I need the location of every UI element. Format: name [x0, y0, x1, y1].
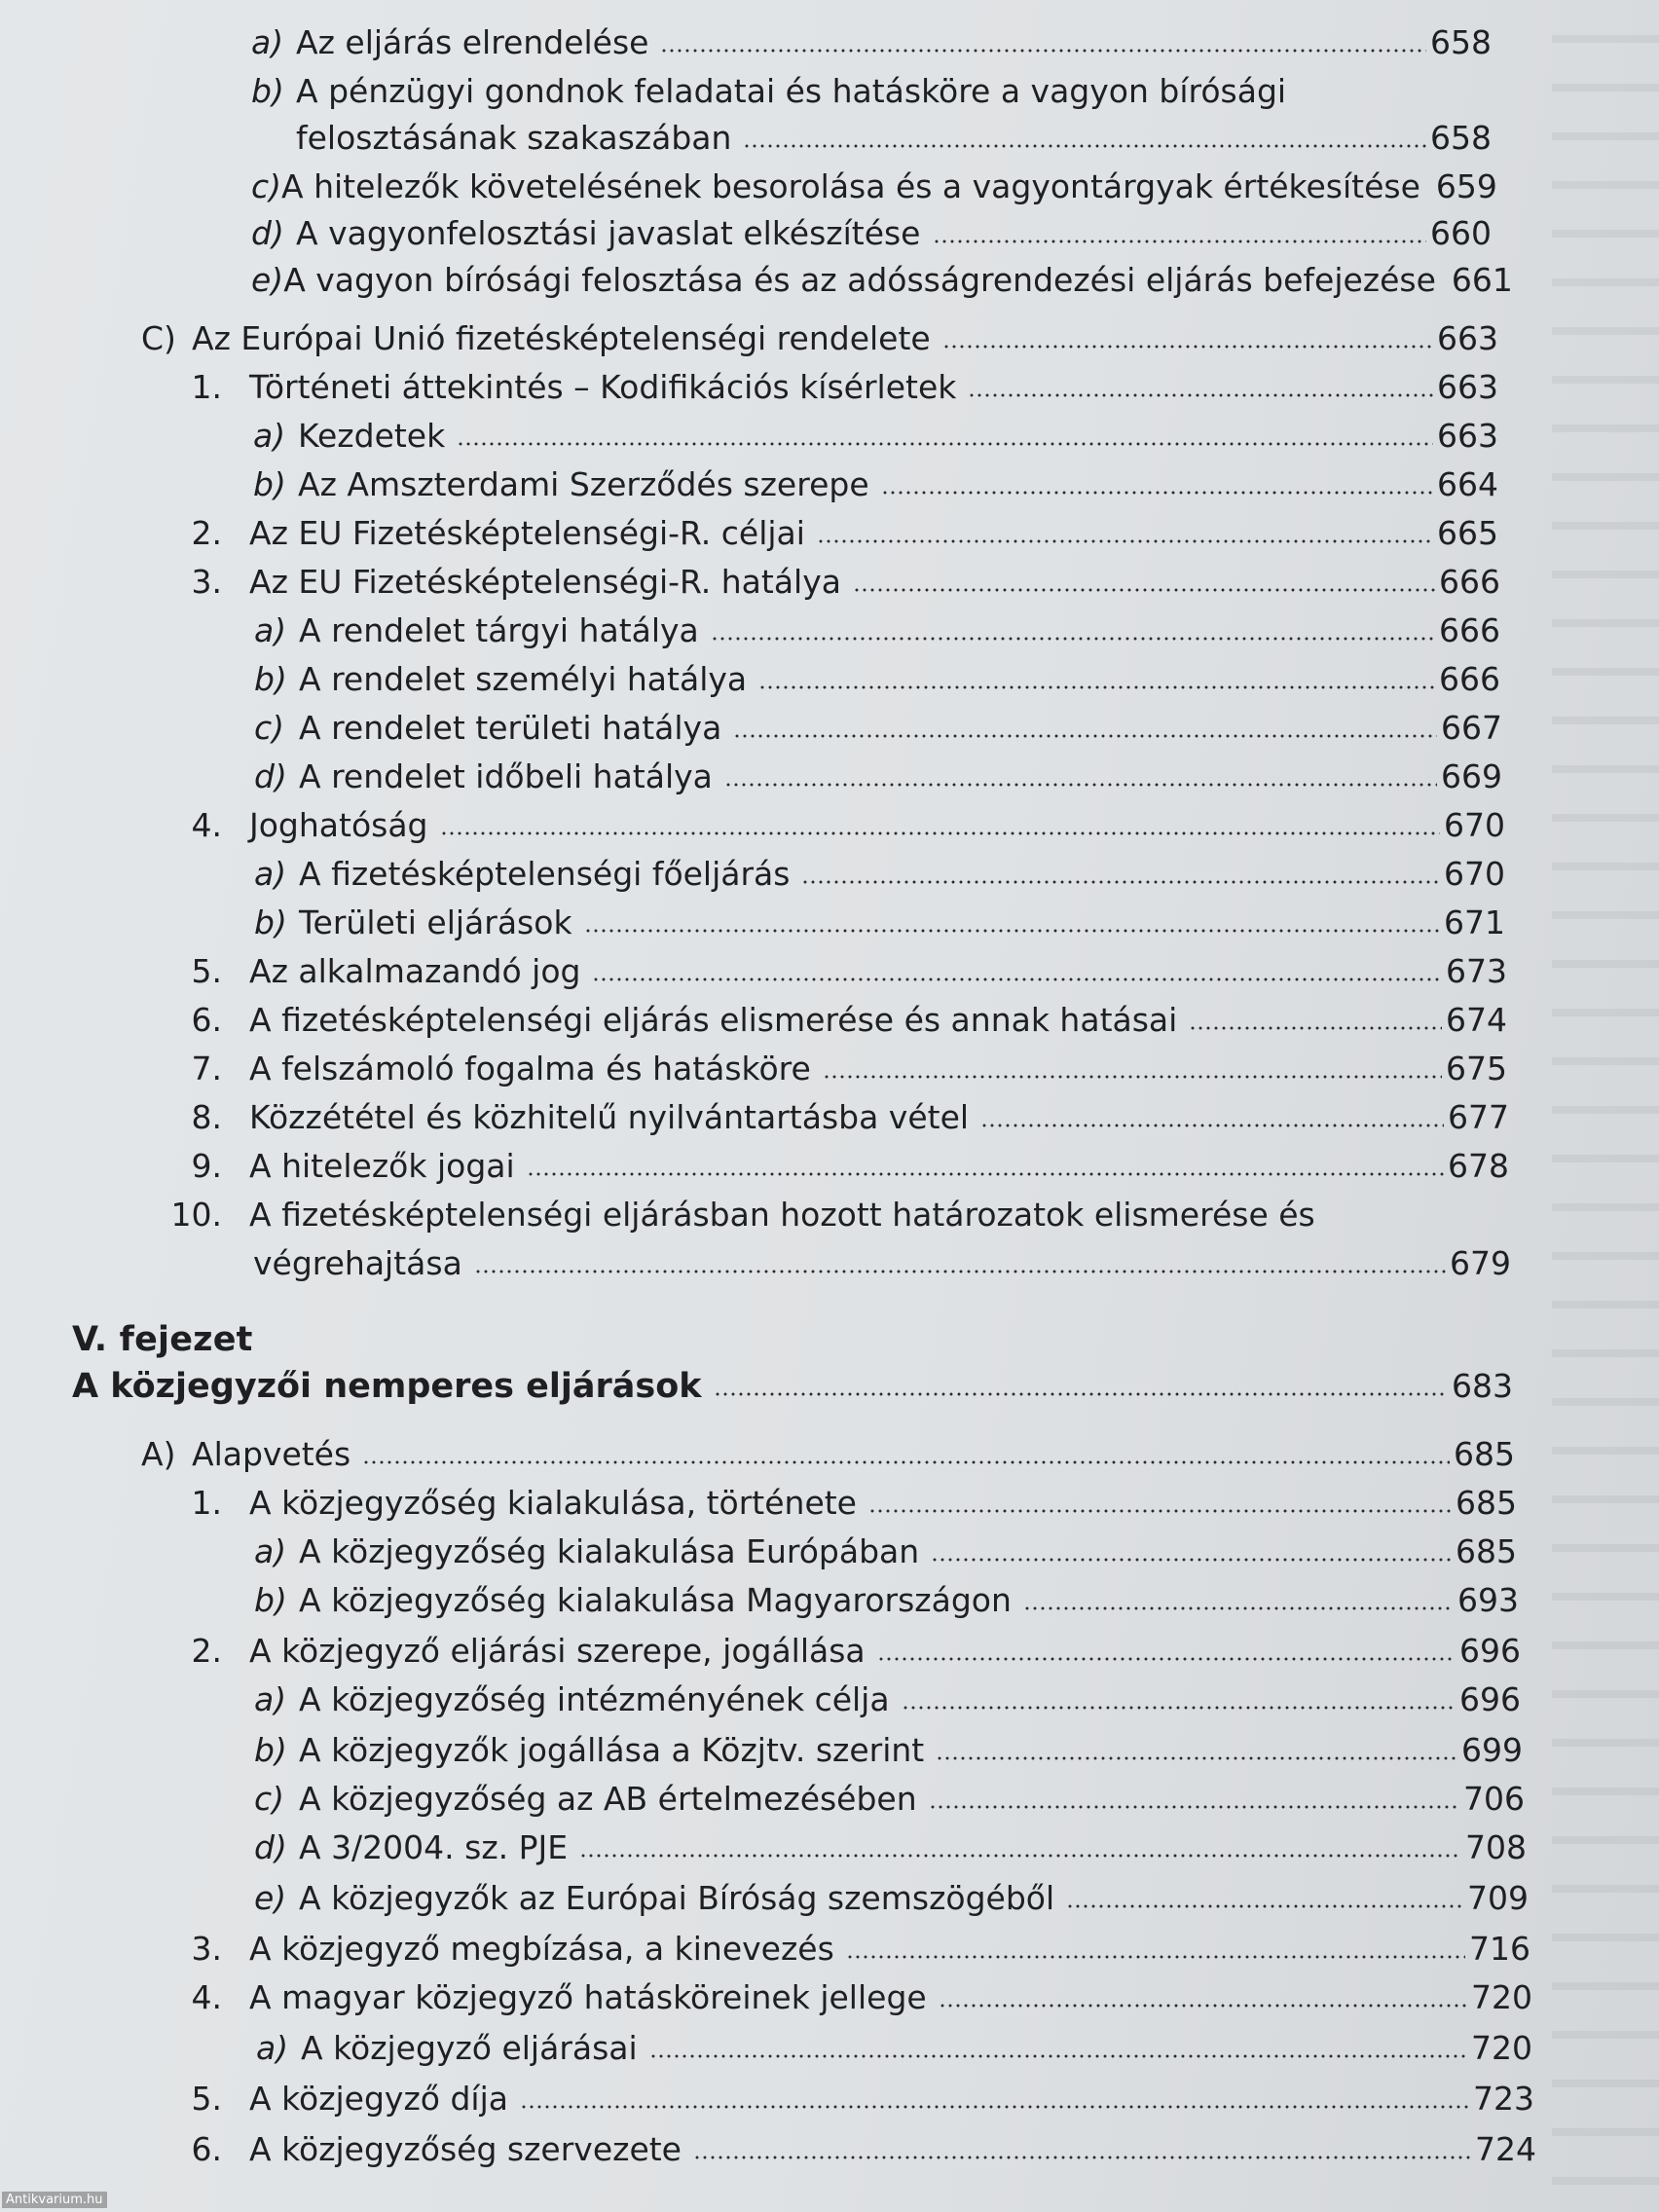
dot-leader: [584, 928, 1440, 934]
dot-leader: [942, 344, 1433, 350]
toc-entry[interactable]: 6. A közjegyzőség szervezete 724: [191, 2130, 1536, 2168]
dot-leader: [1066, 1903, 1463, 1909]
toc-section-entry[interactable]: C) Az Európai Unió fizetésképtelenségi rendelete 663: [141, 319, 1498, 357]
toc-entry[interactable]: a) A fizetésképtelenségi főeljárás 670: [254, 855, 1505, 893]
toc-entry[interactable]: 4. A magyar közjegyző hatásköreinek jellege 720: [191, 1978, 1532, 2016]
dot-leader: [877, 1656, 1456, 1662]
toc-section-entry[interactable]: A) Alapvetés 685: [141, 1435, 1515, 1473]
toc-entry-continuation[interactable]: felosztásának szakaszában 658: [296, 119, 1492, 157]
dot-leader: [817, 538, 1433, 544]
toc-entry[interactable]: 5. Az alkalmazandó jog 673: [191, 952, 1507, 990]
chapter-label: V. fejezet: [72, 1320, 253, 1359]
toc-entry[interactable]: a) Kezdetek 663: [253, 417, 1498, 455]
toc-entry[interactable]: b) A rendelet személyi hatálya 666: [254, 660, 1500, 698]
dot-leader: [743, 143, 1426, 149]
toc-entry[interactable]: 2. A közjegyző eljárási szerepe, jogállása 696: [191, 1632, 1521, 1670]
toc-entry-line1[interactable]: 10. A fizetésképtelenségi eljárásban hozott határozatok elismerése és: [170, 1196, 1315, 1234]
dot-leader: [440, 830, 1441, 836]
dot-leader: [457, 441, 1433, 447]
toc-entry[interactable]: d) A vagyonfelosztási javaslat elkészítése 660: [251, 214, 1492, 252]
dot-leader: [592, 977, 1442, 982]
toc-entry[interactable]: 4. Joghatóság 670: [191, 806, 1505, 844]
dot-leader: [362, 1459, 1450, 1465]
toc-entry[interactable]: 8. Közzététel és közhitelű nyilvántartásba vétel 677: [191, 1098, 1509, 1136]
toc-entry[interactable]: b) A közjegyzők jogállása a Közjtv. szerint 699: [254, 1731, 1523, 1769]
dot-leader: [881, 490, 1433, 496]
toc-entry-continuation[interactable]: végrehajtása 679: [253, 1244, 1511, 1282]
dot-leader: [902, 1705, 1456, 1711]
toc-entry[interactable]: a) Az eljárás elrendelése 658: [251, 23, 1492, 61]
dot-leader: [520, 2104, 1469, 2110]
toc-entry[interactable]: e) A közjegyzők az Európai Bíróság szemszögéből 709: [254, 1879, 1529, 1917]
dot-leader: [853, 587, 1435, 593]
toc-entry[interactable]: c) A rendelet területi hatálya 667: [254, 709, 1502, 747]
dot-leader: [1189, 1025, 1442, 1031]
dot-leader: [579, 1853, 1461, 1859]
dot-leader: [846, 1954, 1465, 1960]
dot-leader: [939, 2003, 1467, 2009]
dot-leader: [714, 1391, 1448, 1397]
dot-leader: [801, 879, 1440, 885]
dot-leader: [868, 1508, 1452, 1514]
dot-leader: [929, 1804, 1459, 1810]
dot-leader: [711, 636, 1435, 642]
dot-leader: [649, 2053, 1467, 2059]
toc-entry[interactable]: 7. A felszámoló fogalma és hatásköre 675: [191, 1050, 1507, 1088]
dot-leader: [823, 1074, 1442, 1080]
bleed-through-margin: [1552, 0, 1659, 2212]
toc-entry[interactable]: 5. A közjegyző díja 723: [191, 2080, 1534, 2118]
toc-entry[interactable]: b) A közjegyzőség kialakulása Magyarországon 693: [254, 1581, 1519, 1619]
toc-entry[interactable]: a) A közjegyzőség intézményének célja 696: [254, 1680, 1521, 1718]
dot-leader: [758, 684, 1435, 690]
toc-entry[interactable]: a) A közjegyzőség kialakulása Európában 685: [254, 1532, 1517, 1570]
dot-leader: [1023, 1605, 1454, 1611]
toc-entry[interactable]: d) A 3/2004. sz. PJE 708: [254, 1828, 1527, 1866]
dot-leader: [933, 239, 1427, 244]
toc-entry[interactable]: 6. A fizetésképtelenségi eljárás elismerése és annak hatásai 674: [191, 1001, 1507, 1039]
toc-entry[interactable]: 1. Történeti áttekintés – Kodifikációs kísérletek 663: [191, 368, 1498, 406]
toc-entry[interactable]: 2. Az EU Fizetésképtelenségi-R. céljai 665: [191, 514, 1498, 552]
toc-entry[interactable]: a) A közjegyző eljárásai 720: [256, 2029, 1532, 2067]
dot-leader: [968, 392, 1433, 398]
toc-entry[interactable]: e) A vagyon bírósági felosztása és az adósságrendezési eljárás befejezése 661: [251, 261, 1513, 299]
dot-leader: [474, 1269, 1446, 1274]
toc-entry-line1[interactable]: b) A pénzügyi gondnok feladatai és hatásköre a vagyon bírósági: [251, 72, 1287, 110]
toc-entry[interactable]: c) A hitelezők követelésének besorolása és a vagyontárgyak értékesítése 659: [251, 167, 1497, 205]
chapter-title-entry[interactable]: A közjegyzői nemperes eljárások 683: [72, 1367, 1513, 1406]
toc-entry[interactable]: d) A rendelet időbeli hatálya 669: [254, 757, 1502, 795]
toc-entry[interactable]: 1. A közjegyzőség kialakulása, története 685: [191, 1484, 1517, 1522]
dot-leader: [660, 48, 1426, 54]
toc-entry[interactable]: b) Területi eljárások 671: [254, 903, 1505, 941]
dot-leader: [527, 1171, 1444, 1177]
toc-entry[interactable]: a) A rendelet tárgyi hatálya 666: [254, 611, 1500, 649]
dot-leader: [980, 1123, 1444, 1128]
dot-leader: [724, 782, 1437, 788]
toc-entry[interactable]: b) Az Amszterdami Szerződés szerepe 664: [253, 465, 1498, 503]
watermark: Antikvarium.hu: [2, 2192, 107, 2208]
toc-entry[interactable]: 9. A hitelezők jogai 678: [191, 1147, 1509, 1185]
dot-leader: [936, 1755, 1457, 1761]
dot-leader: [733, 733, 1437, 739]
dot-leader: [693, 2155, 1471, 2160]
toc-entry[interactable]: c) A közjegyzőség az AB értelmezésében 706: [254, 1780, 1525, 1818]
toc-entry[interactable]: 3. Az EU Fizetésképtelenségi-R. hatálya 666: [191, 563, 1500, 601]
dot-leader: [931, 1557, 1452, 1563]
toc-entry[interactable]: 3. A közjegyző megbízása, a kinevezés 716: [191, 1930, 1530, 1968]
